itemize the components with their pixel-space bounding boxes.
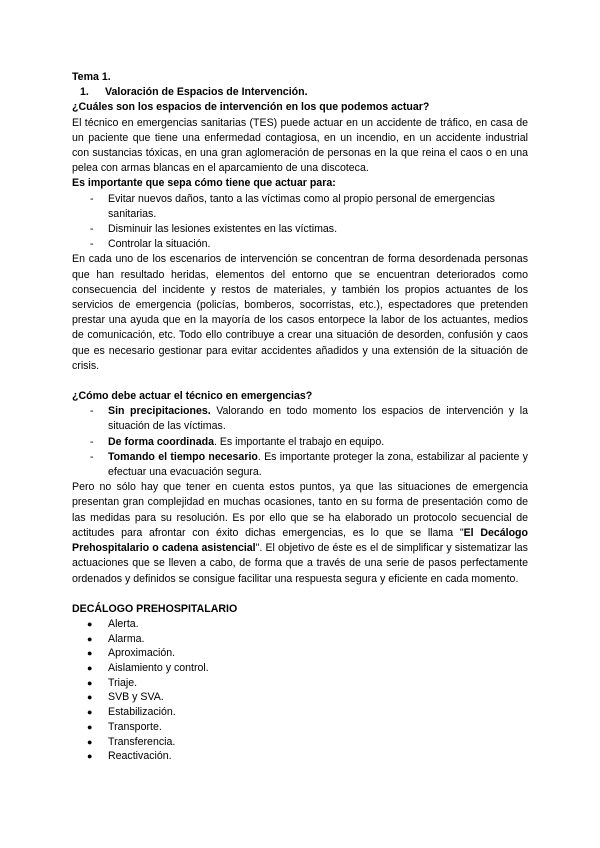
list-item: ● Alerta. [72,617,528,632]
list-item: ● Reactivación. [72,749,528,764]
section-title: Valoración de Espacios de Intervención. [105,86,308,99]
bullet-icon: ● [87,721,93,732]
question-spaces: ¿Cuáles son los espacios de intervención en los que podemos actuar? [72,101,430,114]
list-item: ● Triaje. [72,676,528,691]
bullet-icon: ● [87,736,93,747]
document-page [72,70,528,764]
bullet-icon: ● [87,751,93,762]
paragraph-intro: El técnico en emergencias sanitarias (TES) puede actuar en un accidente de tráfico, en casa de un paciente que tiene una enfermedad contagiosa, en un incendio, en un accidente industrial con sustancias tóxicas, en una gran aglomeración de personas en la que reina el caos o en una pelea con armas blancas en el aparcamiento de una discoteca. [72,116,528,175]
list-item: ● Alarma. [72,632,528,647]
bullet-icon: ● [87,692,93,703]
question-actions: ¿Cómo debe actuar el técnico en emergencias? [72,390,313,403]
list-item: - Evitar nuevos daños, tanto a las víctimas como al propio personal de emergencias sanitarias. [90,192,495,220]
list-item: - Disminuir las lesiones existentes en las víctimas. [90,223,338,236]
actions-list [72,404,528,480]
section-heading [80,85,528,100]
bullet-icon: ● [87,648,93,659]
list-item: ● Transferencia. [72,735,528,750]
decalogue-list [72,617,528,764]
paragraph-protocol: Pero no sólo hay que tener en cuenta estos puntos, ya que las situaciones de emergencia presentan gran complejidad en muchas ocasiones, tanto en su forma de presentación como de las medidas para su resolución. Es por ello que se ha elaborado un protocolo secuencial de actitudes para afrontar con éxito dichas emergencias, es lo que se llama "El Decálogo Prehospitalario o cadena asistencial". El objetivo de éste es el de simplificar y sistematizar las actuaciones que se lleven a cabo, de forma que a través de una serie de pasos perfectamente ordenados y definidos se consigue facilitar una respuesta segura y eficiente en cada momento. [72,481,529,585]
decalogue-title: DECÁLOGO PREHOSPITALARIO [72,602,238,615]
list-item: - Controlar la situación. [90,238,211,251]
list-item: - Tomando el tiempo necesario. Es importante proteger la zona, estabilizar al paciente y efectuar una evacuación segura. [90,450,528,479]
list-item: ● Aproximación. [72,646,528,661]
bullet-icon: ● [87,663,93,674]
paragraph-scenarios: En cada uno de los escenarios de intervención se concentran de forma desordenada personas que han resultado heridas, elementos del entorno que se encuentran deteriorados como consecuencia del incidente y restos de materiales, y también los propios actuantes de los servicios de emergencia (policías, bomberos, socorristas, etc.), espectadores que pretenden prestar una ayuda que en la mayoría de los casos entorpece la labor de los actuantes, medios de comunicación, etc. Todo ello contribuye a crear una situación de desorden, confusión y caos que es necesario gestionar para evitar accidentes añadidos y una extensión de la situación de crisis. [72,253,528,372]
topic-heading: Tema 1. [72,71,111,83]
list-item: ● SVB y SVA. [72,690,528,705]
bullet-icon: ● [87,633,93,644]
list-item: ● Transporte. [72,720,528,735]
list-item: ● Estabilización. [72,705,528,720]
important-heading: Es importante que sepa cómo tiene que actuar para: [72,177,336,190]
list-item: - Sin precipitaciones. Valorando en todo momento los espacios de intervención y la situación de las víctimas. [90,405,528,433]
bullet-icon: ● [87,707,93,718]
list-item: ● Aislamiento y control. [72,661,528,676]
bullet-icon: ● [87,677,93,688]
list-item: - De forma coordinada. Es importante el trabajo en equipo. [90,435,385,448]
section-number: 1. [80,86,89,99]
important-list [72,192,528,253]
bullet-icon: ● [87,618,93,629]
